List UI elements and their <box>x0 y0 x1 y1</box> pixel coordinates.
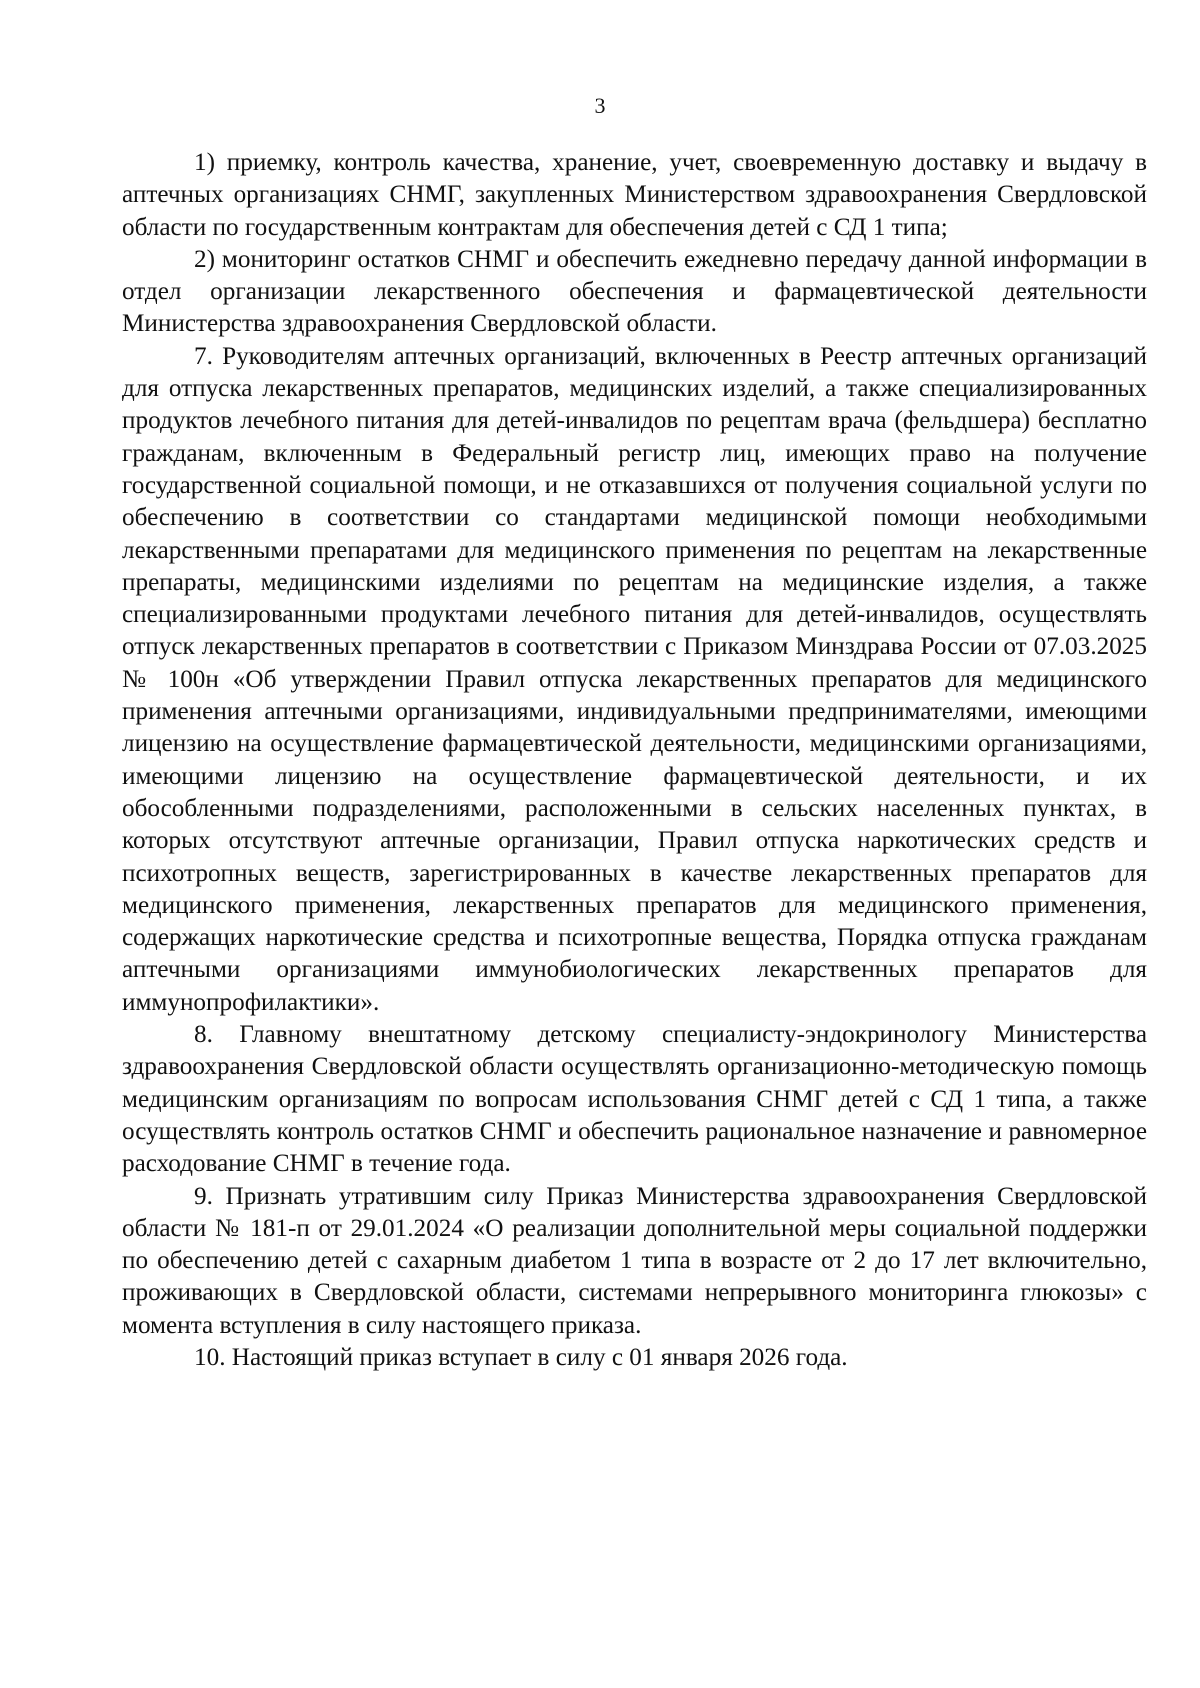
paragraph-clause-8: 8. Главному внештатному детскому специалисту-эндокринологу Министерства здравоохранения Свердловской области осуществлять организационно-методическую помощь медицинским организациям по вопросам использования СНМГ детей с СД 1 типа, а также осуществлять контроль остатков СНМГ и обеспечить рациональное назначение и равномерное расходование СНМГ в течение года. <box>122 1021 1147 1178</box>
paragraph-clause-7: 7. Руководителям аптечных организаций, включенных в Реестр аптечных организаций для отпуска лекарственных препаратов, медицинских изделий, а также специализированных продуктов лечебного питания для детей-инвалидов по рецептам врача (фельдшера) бесплатно гражданам, включенным в Федеральный регистр лиц, имеющих право на получение государственной социальной помощи, и не отказавшихся от получения социальной услуги по обеспечению в соответствии со стандартами медицинской помощи необходимыми лекарственными препаратами для медицинского применения по рецептам на лекарственные препараты, медицинскими изделиями по рецептам на медицинские изделия, а также специализированными продуктами лечебного питания для детей-инвалидов, осуществлять отпуск лекарственных препаратов в соответствии с Приказом Минздрава России от 07.03.2025 № 100н «Об утверждении Правил отпуска лекарственных препаратов для медицинского применения аптечными организациями, индивидуальными предпринимателями, имеющими лицензию на осуществление фармацевтической деятельности, медицинскими организациями, имеющими лицензию на осуществление фармацевтической деятельности, и их обособленными подразделениями, расположенными в сельских населенных пунктах, в которых отсутствуют аптечные организации, Правил отпуска наркотических средств и психотропных веществ, зарегистрированных в качестве лекарственных препаратов для медицинского применения, лекарственных препаратов для медицинского применения, содержащих наркотические средства и психотропные вещества, Порядка отпуска гражданам аптечными организациями иммунобиологических лекарственных препаратов для иммунопрофилактики». <box>122 342 1147 1016</box>
paragraph-item-2: 2) мониторинг остатков СНМГ и обеспечить ежедневно передачу данной информации в отдел организации лекарственного обеспечения и фармацевтической деятельности Министерства здравоохранения Свердловской области. <box>122 245 1147 338</box>
document-body <box>122 147 1147 1374</box>
paragraph-clause-9: 9. Признать утратившим силу Приказ Министерства здравоохранения Свердловской области № 181-п от 29.01.2024 «О реализации дополнительной меры социальной поддержки по обеспечению детей с сахарным диабетом 1 типа в возрасте от 2 до 17 лет включительно, проживающих в Свердловской области, системами непрерывного мониторинга глюкозы» с момента вступления в силу настоящего приказа. <box>122 1182 1147 1339</box>
page-number: 3 <box>594 93 606 118</box>
paragraph-clause-10: 10. Настоящий приказ вступает в силу с 01 января 2026 года. <box>194 1343 848 1371</box>
paragraph-item-1: 1) приемку, контроль качества, хранение, учет, своевременную доставку и выдачу в аптечных организациях СНМГ, закупленных Министерством здравоохранения Свердловской области по государственным контрактам для обеспечения детей с СД 1 типа; <box>122 149 1147 241</box>
